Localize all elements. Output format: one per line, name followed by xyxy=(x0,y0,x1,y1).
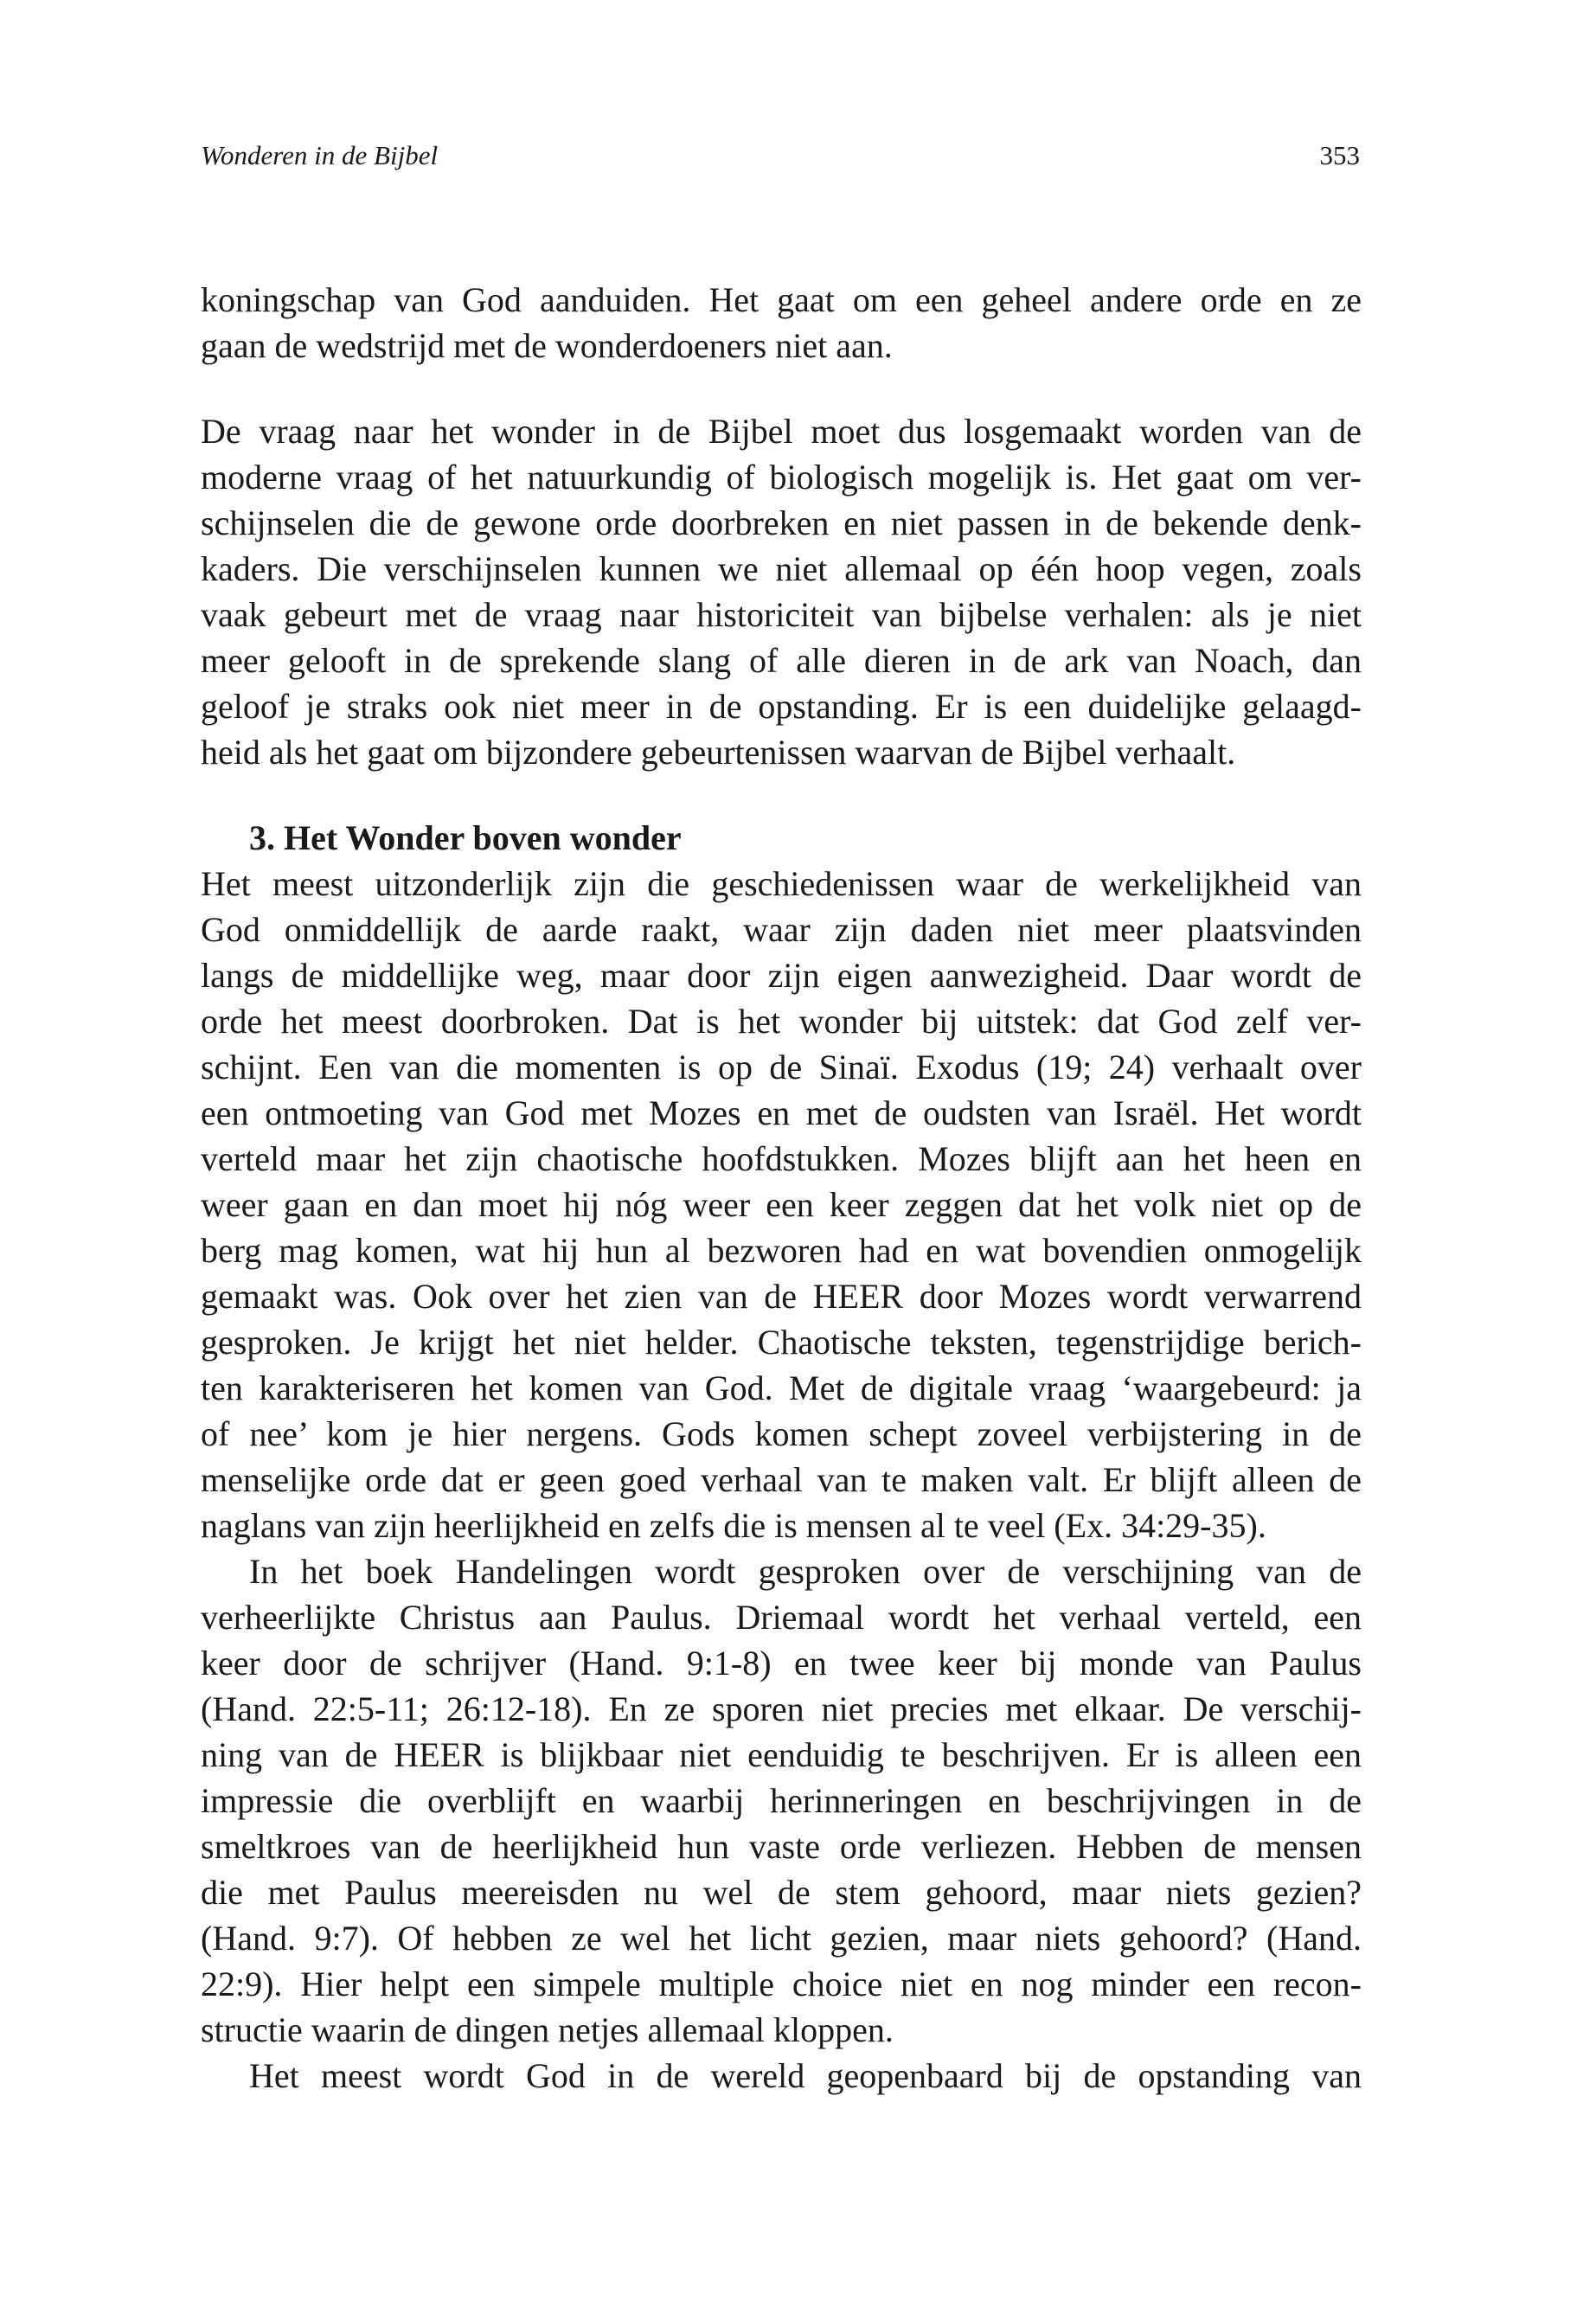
text-line: Het meest wordt God in de wereld geopenbaard bij de opstanding van xyxy=(249,2056,1362,2095)
text-line: (Hand. 22:5-11; 26:12-18). En ze sporen niet precies met elkaar. De verschij- xyxy=(201,1689,1362,1728)
text-line: structie waarin de dingen netjes allemaal kloppen. xyxy=(201,2010,894,2049)
text-line: impressie die overblijft en waarbij herinneringen en beschrijvingen in de xyxy=(201,1781,1362,1820)
text-line: (Hand. 9:7). Of hebben ze wel het licht gezien, maar niets gehoord? (Hand. xyxy=(201,1919,1362,1958)
paragraph xyxy=(201,277,1362,369)
text-line: gesproken. Je krijgt het niet helder. Chaotische teksten, tegenstrijdige berich- xyxy=(201,1323,1362,1362)
paragraph xyxy=(201,1548,1362,2053)
text-line: orde het meest doorbroken. Dat is het wonder bij uitstek: dat God zelf ver- xyxy=(201,1002,1362,1041)
text-line: schijnt. Een van die momenten is op de Sinaï. Exodus (19; 24) verhaalt over xyxy=(201,1048,1362,1086)
running-head xyxy=(201,138,1360,190)
paragraph xyxy=(201,861,1362,1548)
text-line: Het meest uitzonderlijk zijn die geschiedenissen waar de werkelijkheid van xyxy=(201,864,1362,903)
text-line: geloof je straks ook niet meer in de opstanding. Er is een duidelijke gelaagd- xyxy=(201,687,1362,726)
running-title: Wonderen in de Bijbel xyxy=(201,140,439,170)
text-line: een ontmoeting van God met Mozes en met de oudsten van Israël. Het wordt xyxy=(201,1093,1362,1132)
text-line: die met Paulus meereisden nu wel de stem gehoord, maar niets gezien? xyxy=(201,1873,1362,1912)
text-line: ning van de HEER is blijkbaar niet eenduidig te beschrijven. Er is alleen een xyxy=(201,1735,1362,1774)
text-line: ten karakteriseren het komen van God. Met de digitale vraag ‘waargebeurd: ja xyxy=(201,1368,1362,1407)
text-line: 22:9). Hier helpt een simpele multiple choice niet en nog minder een recon- xyxy=(201,1965,1362,2003)
text-line: meer gelooft in de sprekende slang of alle dieren in de ark van Noach, dan xyxy=(201,641,1362,680)
text-line: De vraag naar het wonder in de Bijbel moet dus losgemaakt worden van de xyxy=(201,412,1362,451)
text-line: moderne vraag of het natuurkundig of biologisch mogelijk is. Het gaat om ver- xyxy=(201,458,1362,497)
text-line: naglans van zijn heerlijkheid en zelfs die is mensen al te veel (Ex. 34:29-35). xyxy=(201,1506,1266,1545)
text-line: kaders. Die verschijnselen kunnen we niet allemaal op één hoop vegen, zoals xyxy=(201,549,1362,588)
text-line: verheerlijkte Christus aan Paulus. Driemaal wordt het verhaal verteld, een xyxy=(201,1598,1362,1637)
text-line: koningschap van God aanduiden. Het gaat om een geheel andere orde en ze xyxy=(201,280,1362,319)
text-line: smeltkroes van de heerlijkheid hun vaste orde verliezen. Hebben de mensen xyxy=(201,1827,1362,1866)
text-line: weer gaan en dan moet hij nóg weer een keer zeggen dat het volk niet op de xyxy=(201,1185,1362,1224)
text-line: langs de middellijke weg, maar door zijn eigen aanwezigheid. Daar wordt de xyxy=(201,956,1362,995)
text-line: In het boek Handelingen wordt gesproken over de verschijning van de xyxy=(249,1552,1362,1591)
text-line: heid als het gaat om bijzondere gebeurtenissen waarvan de Bijbel verhaalt. xyxy=(201,733,1236,772)
text-line: gaan de wedstrijd met de wonderdoeners niet aan. xyxy=(201,326,893,365)
text-line: of nee’ kom je hier nergens. Gods komen schept zoveel verbijstering in de xyxy=(201,1414,1362,1453)
text-line: menselijke orde dat er geen goed verhaal van te maken valt. Er blijft alleen de xyxy=(201,1460,1362,1499)
text-line: God onmiddellijk de aarde raakt, waar zijn daden niet meer plaatsvinden xyxy=(201,910,1362,949)
text-line: verteld maar het zijn chaotische hoofdstukken. Mozes blijft aan het heen en xyxy=(201,1139,1362,1178)
text-line: gemaakt was. Ook over het zien van de HEER door Mozes wordt verwarrend xyxy=(201,1277,1362,1316)
paragraph xyxy=(201,408,1362,775)
section-heading: 3. Het Wonder boven wonder xyxy=(249,818,682,857)
text-line: keer door de schrijver (Hand. 9:1-8) en twee keer bij monde van Paulus xyxy=(201,1644,1362,1682)
text-line: berg mag komen, wat hij hun al bezworen had en wat bovendien onmogelijk xyxy=(201,1231,1362,1270)
body-text xyxy=(201,277,1362,2099)
paragraph xyxy=(201,2053,1362,2099)
text-line: schijnselen die de gewone orde doorbreken en niet passen in de bekende denk- xyxy=(201,503,1362,542)
text-line: vaak gebeurt met de vraag naar historiciteit van bijbelse verhalen: als je niet xyxy=(201,595,1362,634)
page-number: 353 xyxy=(1319,140,1360,170)
